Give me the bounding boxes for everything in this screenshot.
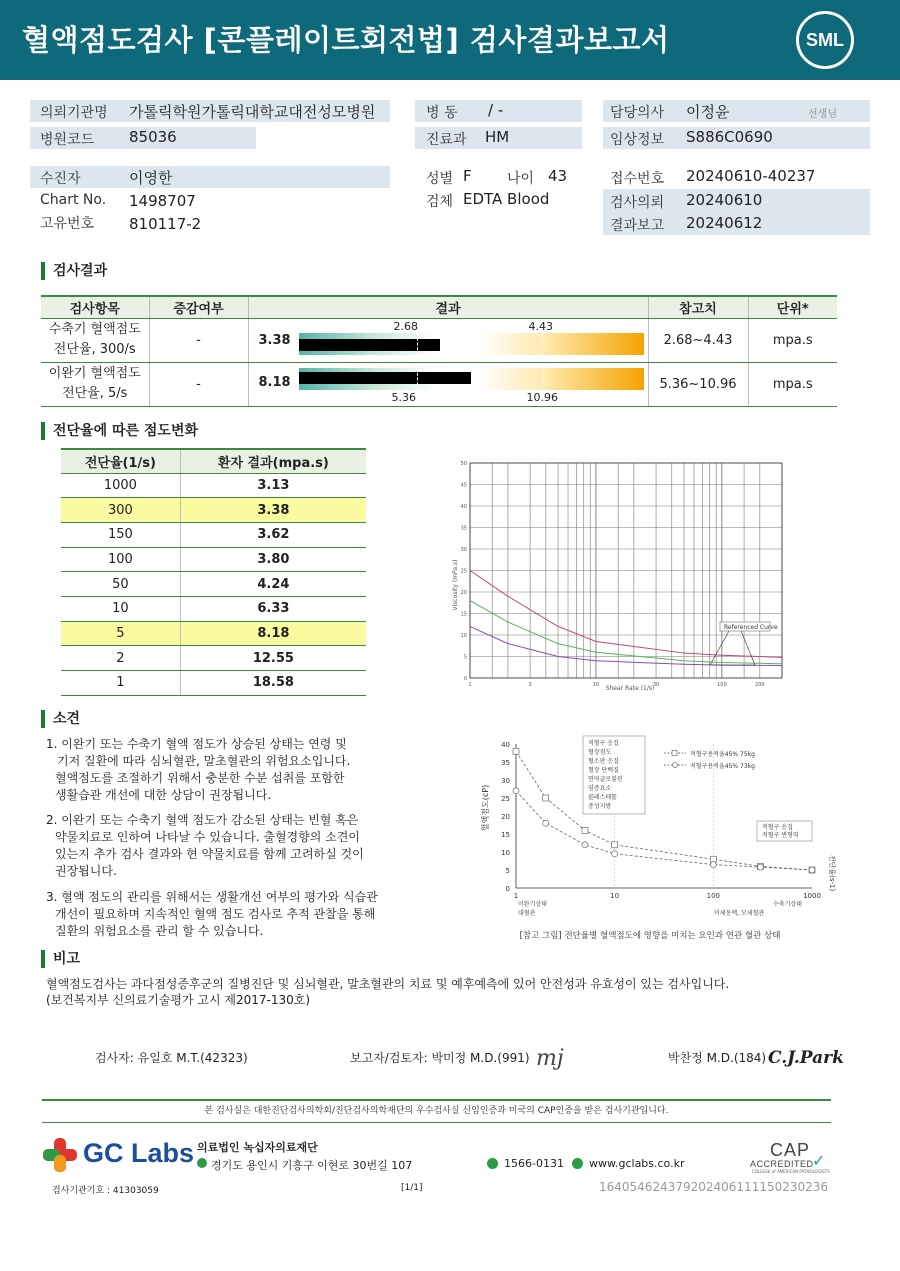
shear-table [61,448,366,696]
y-tick-label: 0 [463,676,467,682]
doctor-suffix: 선생님 [808,109,837,120]
fig-factor: 중성지방 [588,803,612,810]
fig-factor: 적혈구 응집 [588,740,619,747]
institution-code: 검사기관기호 : 41303059 [52,1186,159,1196]
sex-label: 성별 [426,171,454,187]
results-section-title: 검사결과 [41,262,107,280]
fig-factor2: 적혈구 응집 [762,824,793,831]
institution-value: 가톨릭학원가톨릭대학교대전성모병원 [129,103,376,121]
chart-annotation: Referenced Curve [724,624,778,631]
fig-ylabel: 혈액점도(cP) [481,784,490,832]
page-number: [1/1] [401,1183,423,1193]
fig-factor: 면역글로불린 [588,776,623,783]
table-row [41,362,837,406]
y-tick-label: 10 [501,849,510,857]
table-row [61,473,366,498]
y-tick-label: 20 [460,590,467,596]
reference-figure [478,728,838,948]
handwritten-signature-1: mj [536,1046,564,1071]
y-tick-label: 45 [460,482,467,489]
fig-caption: [참고 그림] 전단율별 혈액점도에 영향을 미치는 요인과 연관 혈관 상태 [519,931,781,941]
sml-logo: SML [796,11,854,69]
fig-factor: 혈장점도 [588,749,612,756]
fig-legend-2: 적혈구용적율45% 73kg [690,763,755,770]
cap-accredited: ACCREDITED [750,1159,814,1169]
viscosity-chart [445,455,790,695]
fig-factor: 콜레스테롤 [588,794,617,801]
table-row [61,596,366,621]
gc-cross-icon [42,1137,78,1173]
data-point [809,867,815,873]
table-row [61,547,366,572]
age-label: 나이 [507,171,535,187]
specimen-label: 검체 [426,194,454,210]
certification-bar [42,1099,831,1123]
x-tick-label: 30 [652,682,660,688]
data-point [582,827,588,833]
x-tick-label: 1000 [803,892,821,900]
fig-left-note: 이완기상태 [518,901,547,908]
report-title: 혈액점도검사 [콘플레이트회전법] 검사결과보고서 [22,23,670,57]
table-row [61,498,366,523]
x-tick-label: 10 [592,682,600,688]
table-row [41,318,837,362]
result-bar [299,372,472,384]
remark-note: (보건복지부 신의료기술평가 고시 제2017-130호) [46,993,311,1007]
cap-check-icon: ✓ [812,1151,826,1170]
patient-value: 이영한 [129,169,173,187]
remark-text: 혈액점도검사는 과다점성증후군의 질병진단 및 심뇌혈관, 말초혈관의 치료 및 예후예측에 있어 안전성과 유효성이 있는 검사입니다. [46,977,730,991]
y-tick-label: 50 [460,461,467,467]
viscosity: 3.80 [180,547,366,572]
shear-rate: 1000 [61,473,180,498]
foundation-name: 의료법인 녹십자의료재단 [197,1141,318,1154]
handwritten-signature-2: C.J.Park [768,1048,844,1068]
institution-label: 의뢰기관명 [40,105,108,121]
data-point [612,842,618,848]
y-tick-label: 40 [501,741,510,749]
data-point [710,862,716,868]
report-date-value: 20240612 [686,214,763,232]
item-name: 수축기 혈액점도 [48,322,141,337]
ref-value: 2.68~4.43 [648,318,748,362]
x-tick-label: 100 [717,682,727,688]
fig-factor: 혈소판 응집 [588,758,619,765]
col-ref: 참고치 [648,296,748,318]
viscosity: 3.62 [180,522,366,547]
website: www.gclabs.co.kr [589,1157,685,1170]
col-item: 검사항목 [41,296,149,318]
shear-rate: 100 [61,547,180,572]
shear-rate: 2 [61,646,180,671]
result-value: 3.38 [258,332,291,348]
result-gauge [299,368,644,390]
col-patient-result: 환자 결과(mpa.s) [180,449,366,473]
sex-value: F [463,167,472,185]
y-tick-label: 35 [501,759,510,767]
receipt-value: 20240610-40237 [686,167,816,185]
viscosity: 8.18 [180,621,366,646]
series-line-lower [470,601,782,664]
data-point [543,795,549,801]
result-value: 8.18 [258,374,291,390]
y-tick-label: 10 [460,633,467,639]
data-point [513,748,519,754]
location-icon [197,1158,207,1168]
table-row [61,646,366,671]
y-tick-label: 30 [460,547,467,553]
ref-low-label: 2.68 [393,319,418,333]
data-point [513,788,519,794]
y-tick-label: 25 [501,795,510,803]
change-value: - [149,362,248,406]
series-line-upper [470,571,782,658]
col-unit: 단위* [748,296,837,318]
patient-label: 수진자 [40,171,81,187]
ref-value: 5.36~10.96 [648,362,748,406]
y-tick-label: 15 [460,611,467,618]
unit-value: mpa.s [748,362,837,406]
series-line [516,751,812,870]
table-row [61,671,366,696]
gc-labs-logo: GC Labs [83,1138,195,1168]
fig-factor: 혈장 단백질 [588,767,619,774]
x-tick-label: 1 [468,682,472,688]
dept-label: 진료과 [426,132,467,148]
unique-label: 고유번호 [40,216,95,232]
viscosity: 18.58 [180,671,366,696]
reporter-signature: 보고자/검토자: 박미정 M.D.(991) [350,1051,530,1065]
change-value: - [149,318,248,362]
opinion-paragraph-1: 1. 이완기 또는 수축기 혈액 점도가 상승된 상태는 연령 및 기저 질환에 따라 심뇌혈관, 말초혈관의 위험요소입니다. 혈액점도를 조절하기 위해서 충분한 수분 섭취를 포함한 생활습관 개선에 대한 상담이 권장됩니다. [46,737,351,802]
shear-section-title: 전단율에 따른 점도변화 [41,422,198,440]
col-result: 결과 [248,296,648,318]
table-row [61,621,366,646]
fig-right-note: 미세동맥, 모세혈관 [714,910,765,917]
ref-high-marker [542,368,543,390]
unique-value: 810117-2 [129,215,202,233]
dept-value: HM [485,128,510,146]
y-tick-label: 0 [505,885,510,893]
age-value: 43 [548,167,568,185]
doctor-label: 담당의사 [610,105,665,121]
y-tick-label: 20 [501,813,510,821]
series-line-patient [470,626,782,665]
tester-signature: 검사자: 유일호 M.T.(42323) [95,1051,248,1065]
chart-ylabel: Viscosity (mPa.s) [452,559,459,611]
fig-right-axis: 전단율(s-1) [828,854,836,892]
item-sub: 전단율, 300/s [53,342,136,357]
item-sub: 전단율, 5/s [62,386,128,401]
data-point [543,820,549,826]
doctor-value: 이정윤 [686,103,730,121]
opinion-paragraph-3: 3. 혈액 점도의 관리를 위해서는 생활개선 여부의 평가와 식습관 개선이 필요하며 지속적인 혈액 점도 검사로 추적 관찰을 통해 질환의 위험요소를 관리 할 수 있습니다. [46,890,378,938]
address: 경기도 용인시 기흥구 이현로 30번길 107 [211,1159,413,1172]
request-label: 검사의뢰 [610,195,665,211]
result-gauge [299,333,644,355]
result-bar [299,339,440,351]
y-tick-label: 40 [460,504,467,510]
phone: 1566-0131 [504,1157,564,1170]
shear-rate: 150 [61,522,180,547]
table-row [61,522,366,547]
phone-icon [487,1158,498,1169]
shear-rate: 10 [61,596,180,621]
ref-high-label: 10.96 [526,390,558,404]
request-value: 20240610 [686,191,763,209]
y-tick-label: 15 [501,831,510,839]
ward-label: 병 동 [426,105,458,121]
shear-rate: 5 [61,621,180,646]
chart-xlabel: Shear Rate (1/s) [605,685,655,692]
result-cell [248,362,648,406]
clinical-label: 임상정보 [610,132,665,148]
fig-right-note: 수축기상태 [773,901,802,908]
hospital-code-value: 85036 [129,128,177,146]
director-signature: 박찬정 M.D.(184) [668,1051,767,1065]
fig-legend-1: 적혈구용적율45% 75kg [690,751,755,758]
specimen-value: EDTA Blood [463,190,550,208]
data-point [710,856,716,862]
x-tick-label: 1 [513,892,519,900]
opinion-paragraph-2: 2. 이완기 또는 수축기 혈액 점도가 감소된 상태는 빈혈 혹은 약물치료로 인하여 나타날 수 있습니다. 출혈경향의 소견이 있는지 추가 검사 결과와 현 약물치료를 함께 고려하실 것이 권장됩니다. [46,813,364,878]
home-icon [572,1158,583,1169]
shear-rate: 1 [61,671,180,696]
y-tick-label: 30 [501,777,510,785]
data-point [612,851,618,857]
shear-rate: 50 [61,572,180,597]
patient-row [30,166,390,188]
certification-text: 본 검사실은 대한진단검사의학회/진단검사의학재단의 우수검사실 신임인증과 미국의 CAP인증을 받은 검사기관입니다. [204,1106,669,1116]
x-tick-label: 3 [528,682,532,688]
y-tick-label: 25 [460,568,467,575]
report-header [0,0,900,80]
opinion-section-title: 소견 [41,710,80,728]
unit-value: mpa.s [748,318,837,362]
result-cell [248,318,648,362]
fig-left-note: 대혈관 [518,910,536,917]
x-tick-label: 100 [706,892,721,900]
ref-low-label: 5.36 [391,390,416,404]
data-point [757,864,763,870]
cap-logo: CAP [770,1140,811,1160]
receipt-label: 접수번호 [610,171,665,187]
chart-label: Chart No. [40,192,107,208]
ref-low-marker [417,368,418,390]
viscosity: 4.24 [180,572,366,597]
item-name: 이완기 혈액점도 [48,366,141,381]
y-tick-label: 5 [463,654,467,661]
ref-high-marker [542,333,543,355]
fig-factor2: 적혈구 변형력 [762,832,799,839]
ward-value: / - [488,101,504,119]
x-tick-label: 10 [610,892,620,900]
ref-low-marker [417,333,418,355]
viscosity: 12.55 [180,646,366,671]
viscosity: 3.38 [180,498,366,523]
fig-factor: 염증요소 [588,785,612,792]
chart-value: 1498707 [129,192,196,210]
data-point [582,842,588,848]
barcode-number: 164054624379202406111150230236 [599,1180,829,1194]
y-tick-label: 35 [460,525,467,532]
ref-high-label: 4.43 [528,319,553,333]
col-shear-rate: 전단율(1/s) [61,449,180,473]
y-tick-label: 5 [505,867,510,875]
shear-rate: 300 [61,498,180,523]
viscosity: 6.33 [180,596,366,621]
remark-section-title: 비고 [41,950,80,968]
results-table [41,295,837,407]
col-change: 증감여부 [149,296,248,318]
cap-subtext: COLLEGE of AMERICAN PATHOLOGISTS [752,1169,830,1174]
viscosity: 3.13 [180,473,366,498]
report-date-label: 결과보고 [610,218,665,234]
table-row [61,572,366,597]
clinical-value: S886C0690 [686,128,773,146]
x-tick-label: 200 [755,682,765,688]
hospital-code-label: 병원코드 [40,132,95,148]
